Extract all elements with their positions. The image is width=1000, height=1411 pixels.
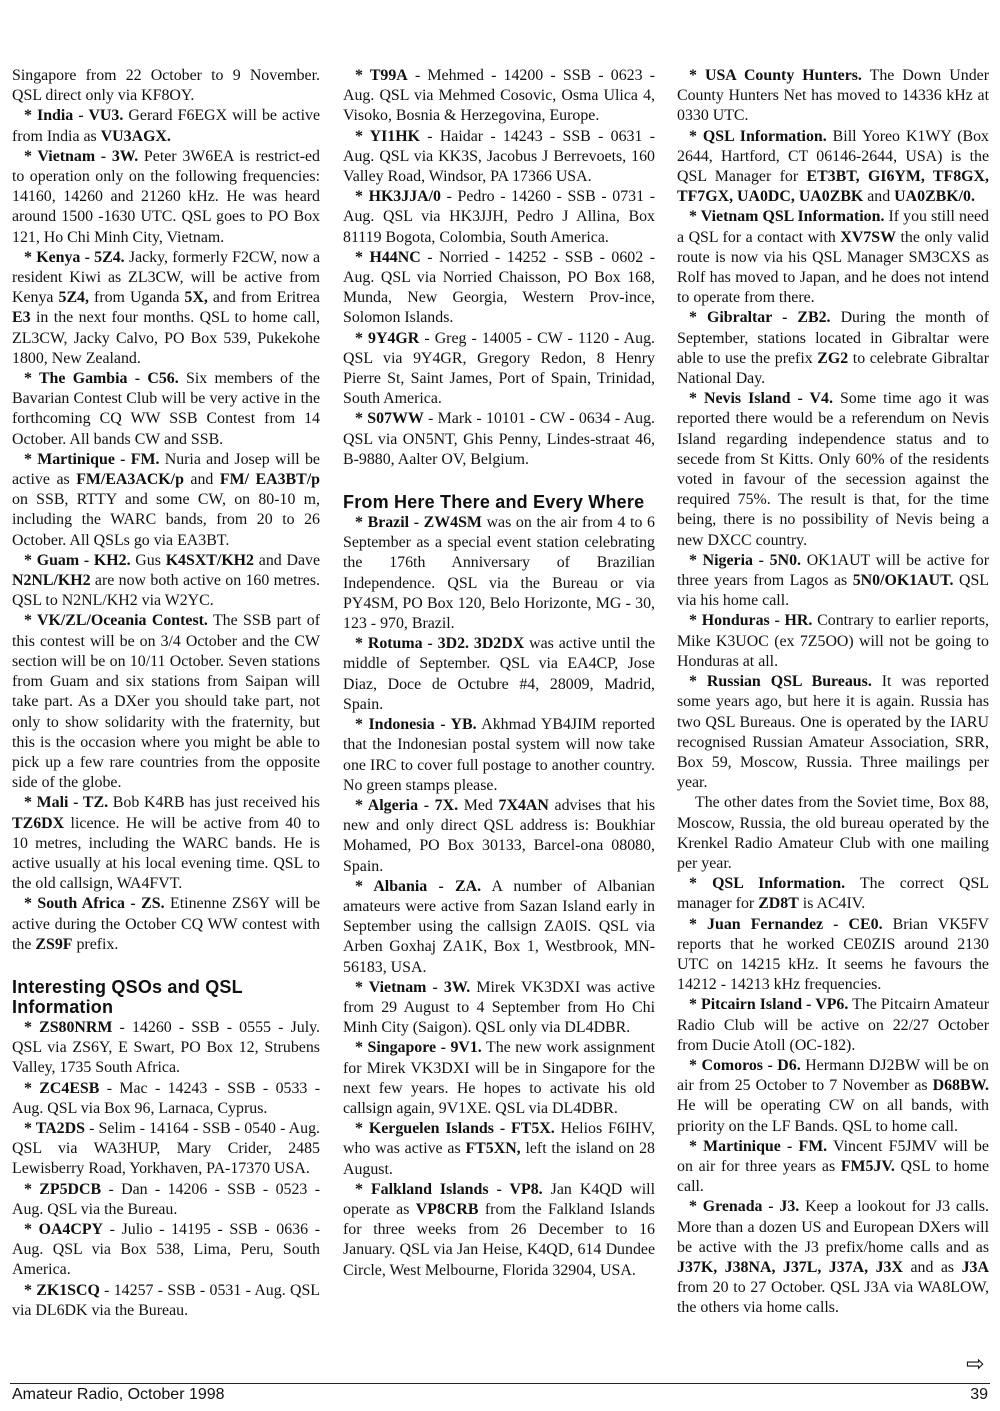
item-callsign: 5N0/OK1AUT. bbox=[852, 572, 954, 590]
item-callsign: * ZP5DCB bbox=[24, 1180, 102, 1198]
news-item bbox=[677, 915, 989, 996]
item-text: - 14257 - SSB - 0531 - Aug. QSL via DL6DK via the Bureau. bbox=[12, 1281, 320, 1319]
news-item bbox=[343, 409, 655, 470]
item-callsign: * Vietnam - 3W. bbox=[355, 978, 471, 996]
item-callsign: UA0ZBK/0. bbox=[894, 188, 975, 206]
item-text: The other dates from the Soviet time, Box 88, Moscow, Russia, the old bureau operated by the Krenkel Radio Amateur Club with one mailing per year. bbox=[677, 794, 989, 872]
item-text: QSL via his home call. bbox=[677, 572, 989, 610]
item-text: QSL to home call. bbox=[677, 1157, 990, 1196]
item-text: advises that his new and only direct QSL address is: Boukhiar Mohamed, PO Box 30133, Barcel-ona 08080, Spain. bbox=[343, 796, 656, 875]
item-callsign: VP8CRB bbox=[415, 1200, 479, 1218]
news-item bbox=[343, 127, 655, 188]
footer-divider bbox=[10, 1383, 990, 1384]
item-text: If you still need a QSL for a contact with bbox=[677, 208, 989, 246]
news-item bbox=[12, 1220, 320, 1281]
item-text: Jacky, formerly F2CW, now a resident Kiwi as ZL3CW, will be active from Kenya bbox=[12, 248, 320, 307]
item-text: and bbox=[183, 471, 220, 489]
item-callsign: FM/EA3ACK/p bbox=[76, 471, 184, 489]
news-item bbox=[12, 551, 320, 612]
item-text: Peter 3W6EA is restrict-ed to operation only on the following frequencies: 14160, 14260 and 21260 kHz. He was heard around 1500 -1630 UTC. QSL goes to PO Box 121, Ho Chi Minh City, Vietnam. bbox=[12, 147, 320, 246]
item-text: Med bbox=[458, 796, 499, 814]
column-2 bbox=[343, 66, 655, 1281]
item-callsign: * ZS80NRM bbox=[24, 1018, 113, 1036]
item-callsign: * VK/ZL/Oceania Contest. bbox=[24, 612, 208, 630]
item-text: and Dave bbox=[254, 551, 320, 569]
item-text: was active until the middle of September. QSL via EA4CP, Jose Diaz, Doce de Octubre #4, 28009, Madrid, Spain. bbox=[343, 635, 655, 713]
item-callsign: * Martinique - FM. bbox=[689, 1137, 828, 1155]
news-item bbox=[677, 793, 989, 874]
item-callsign: J3A bbox=[961, 1258, 989, 1276]
news-item bbox=[343, 329, 655, 410]
item-callsign: * Vietnam QSL Information. bbox=[689, 208, 885, 226]
item-text: - Dan - 14206 - SSB - 0523 - Aug. QSL via the Bureau. bbox=[12, 1180, 320, 1218]
item-text: Bob K4RB has just received his bbox=[108, 794, 320, 812]
item-callsign: * Mali - TZ. bbox=[24, 794, 109, 812]
continue-arrow-icon: ⇨ bbox=[966, 1352, 985, 1377]
item-text: The Down Under County Hunters Net has moved to 14336 kHz at 0330 UTC. bbox=[677, 67, 989, 125]
item-text: prefix. bbox=[72, 935, 119, 953]
news-item bbox=[343, 248, 655, 329]
item-callsign: * Albania - ZA. bbox=[355, 877, 482, 895]
item-text: - Selim - 14164 - SSB - 0540 - Aug. QSL via WA3HUP, Mary Crider, 2485 Lewisberry Road, Yorkhaven, PA-17370 USA. bbox=[12, 1119, 320, 1178]
item-text: A number of Albanian amateurs were active from Sazan Island early in September using the callsign ZA0IS. QSL via Arben Goxhaj ZA1K, Box 1, Westbrook, MN-56183, USA. bbox=[343, 877, 655, 976]
item-text: The SSB part of this contest will be on 3/4 October and the CW section will be on 10/11 October. Seven stations from Guam and six stations from Saipan will take part. As a DXer you should take part, not only to show solidarity with the fraternity, but this is the occasion where you might be able to pick up a few rare countries from the opposite side of the globe. bbox=[12, 612, 320, 792]
item-callsign: * Comoros - D6. bbox=[689, 1056, 801, 1074]
footer-publication: Amateur Radio, October 1998 bbox=[12, 1386, 225, 1403]
item-text: to celebrate Gibraltar National Day. bbox=[677, 349, 990, 388]
item-text: Some time ago it was reported there would be a referendum on Nevis Island regarding independence status and to secede from St Kitts. Only 60% of the residents voted in favour of the secession against the required 75%. The result is that, for the time being, there is no possibility of Nevis being a new DXCC country. bbox=[677, 390, 989, 549]
item-text: - Norried - 14252 - SSB - 0602 - Aug. QSL via Norried Chaisson, PO Box 168, Munda, New Georgia, Western Prov-ince, Solomon Islands. bbox=[343, 248, 655, 327]
item-callsign: * Pitcairn Island - VP6. bbox=[689, 996, 849, 1014]
item-callsign: K4SXT/KH2 bbox=[165, 551, 254, 569]
item-callsign: * TA2DS bbox=[24, 1119, 85, 1137]
item-callsign: * Nevis Island - V4. bbox=[689, 390, 833, 408]
section-heading: Interesting QSOs and QSL Information bbox=[12, 976, 243, 1017]
item-callsign: TZ6DX bbox=[12, 814, 65, 832]
item-text: - Haidar - 14243 - SSB - 0631 - Aug. QSL via KK3S, Jacobus J Berrevoets, 160 Valley Road, Windsor, PA 17366 USA. bbox=[343, 127, 655, 186]
item-callsign: * YI1HK bbox=[355, 127, 420, 145]
item-callsign: ET3BT, GI6YM, TF8GX, TF7GX, UA0DC, UA0ZBK bbox=[677, 168, 989, 206]
news-item bbox=[12, 248, 320, 369]
item-callsign: * Falkland Islands - VP8. bbox=[355, 1180, 543, 1198]
news-item bbox=[12, 450, 320, 551]
item-callsign: * Rotuma - 3D2. 3D2DX bbox=[355, 635, 525, 653]
item-callsign: * QSL Information. bbox=[689, 127, 827, 145]
news-item bbox=[343, 187, 655, 248]
item-callsign: * S07WW bbox=[355, 410, 424, 428]
news-item bbox=[12, 1079, 320, 1119]
news-item bbox=[12, 611, 320, 793]
item-callsign: 7X4AN bbox=[498, 796, 549, 814]
item-text: Gus bbox=[130, 551, 166, 569]
item-callsign: * Algeria - 7X. bbox=[355, 796, 459, 814]
item-text: Akhmad YB4JIM reported that the Indonesian postal system will now take one IRC to cover full postage to another country. No green stamps please. bbox=[343, 716, 655, 794]
item-callsign: * Indonesia - YB. bbox=[355, 716, 477, 734]
item-callsign: * Brazil - ZW4SM bbox=[355, 514, 482, 532]
item-callsign: ZD8T bbox=[758, 895, 799, 913]
item-text: - Mark - 10101 - CW - 0634 - Aug. QSL via ON5NT, Ghis Penny, Lindes-straat 46, B-9880, Aalter OV, Belgium. bbox=[343, 410, 655, 468]
item-text: Singapore from 22 October to 9 November. QSL direct only via KF8OY. bbox=[12, 67, 320, 105]
news-item bbox=[12, 1180, 320, 1220]
item-callsign: * USA County Hunters. bbox=[689, 67, 862, 84]
news-item bbox=[12, 1281, 320, 1321]
item-callsign: * Martinique - FM. bbox=[24, 450, 160, 468]
item-text: OK1AUT will be active for three years from Lagos as bbox=[677, 551, 989, 590]
item-text: - Mac - 14243 - SSB - 0533 - Aug. QSL via Box 96, Larnaca, Cyprus. bbox=[12, 1079, 320, 1117]
item-callsign: * Gibraltar - ZB2. bbox=[689, 309, 831, 327]
item-text: It was reported some years ago, but here it is again. Russia has two QSL Bureaus. One is operated by the IARU recognised Russian Amateur Association, SRR, Box 59, Moscow, Russia. Three mailings per year. bbox=[677, 673, 990, 792]
news-item bbox=[12, 369, 320, 450]
item-text: Six members of the Bavarian Contest Club will be very active in the forthcoming CQ WW SSB Contest from 14 October. All bands CW and SSB. bbox=[12, 370, 320, 448]
page-number: 39 bbox=[970, 1386, 988, 1403]
news-item bbox=[343, 796, 655, 877]
news-item bbox=[343, 1180, 655, 1281]
news-item bbox=[677, 1197, 989, 1318]
item-text: - Pedro - 14260 - SSB - 0731 - Aug. QSL via HK3JJH, Pedro J Allina, Box 81119 Bogota, Colombia, South America. bbox=[343, 188, 656, 246]
item-text: The new work assignment for Mirek VK3DXI will be in Singapore for the next few years. He hopes to activate his old callsign again, 9V1XE. QSL via DL4DBR. bbox=[343, 1039, 655, 1117]
news-item bbox=[12, 66, 320, 106]
item-text: licence. He will be active from 40 to 10 metres, including the WARC bands. He is active usually at his local evening time. QSL to the old callsign, WA4FVT. bbox=[12, 814, 320, 893]
news-item bbox=[12, 1018, 320, 1079]
item-callsign: * ZC4ESB bbox=[24, 1079, 100, 1097]
item-text: Mirek VK3DXI was active from 29 August to 4 September from Ho Chi Minh City (Saigon). QSL only via DL4DBR. bbox=[343, 978, 655, 1037]
news-item bbox=[677, 66, 989, 127]
item-callsign: * India - VU3. bbox=[24, 107, 124, 125]
news-item bbox=[343, 1038, 655, 1119]
news-item bbox=[343, 634, 655, 715]
news-item bbox=[343, 978, 655, 1039]
item-callsign: * Kenya - 5Z4. bbox=[24, 248, 125, 266]
item-text: left the island on 28 August. bbox=[343, 1140, 655, 1178]
item-text: and bbox=[863, 188, 895, 206]
item-callsign: E3 bbox=[12, 309, 31, 327]
item-text: Keep a lookout for J3 calls. More than a dozen US and European DXers will be active with the J3 prefix/home calls and as bbox=[677, 1198, 989, 1256]
item-callsign: * Grenada - J3. bbox=[689, 1198, 800, 1216]
item-text: Etinenne ZS6Y will be active during the October CQ WW contest with the bbox=[12, 895, 320, 953]
news-item bbox=[343, 877, 655, 978]
item-callsign: FM/ EA3BT/p bbox=[219, 471, 320, 489]
item-callsign: * ZK1SCQ bbox=[24, 1281, 100, 1299]
item-callsign: * QSL Information. bbox=[689, 875, 846, 893]
item-callsign: * Juan Fernandez - CE0. bbox=[689, 915, 883, 933]
column-1 bbox=[12, 66, 320, 1321]
item-callsign: * Kerguelen Islands - FT5X. bbox=[355, 1120, 555, 1138]
news-item bbox=[677, 207, 989, 308]
item-callsign: * H44NC bbox=[355, 248, 421, 266]
news-item bbox=[677, 308, 989, 389]
item-text: and from Eritrea bbox=[207, 289, 320, 307]
news-item bbox=[677, 127, 989, 208]
item-callsign: * OA4CPY bbox=[24, 1220, 104, 1238]
item-text: is AC4IV. bbox=[798, 895, 866, 913]
item-text: - Mehmed - 14200 - SSB - 0623 - Aug. QSL via Mehmed Cosovic, Osma Ulica 4, Visoko, Bosnia & Herzegovina, Europe. bbox=[343, 67, 655, 125]
item-text: Contrary to earlier reports, Mike K3UOC (ex 7Z5OO) will not be going to Honduras at all. bbox=[677, 612, 989, 670]
news-item bbox=[12, 793, 320, 894]
item-callsign: * HK3JJA/0 bbox=[355, 188, 441, 206]
item-callsign: * T99A bbox=[355, 67, 408, 84]
item-text: The correct QSL manager for bbox=[677, 875, 989, 913]
item-text: are now both active on 160 metres. QSL to N2NL/KH2 via W2YC. bbox=[12, 572, 320, 610]
item-text: During the month of September, stations located in Gibraltar were able to use the prefix bbox=[677, 309, 989, 367]
item-callsign: * Russian QSL Bureaus. bbox=[689, 673, 872, 691]
news-item bbox=[677, 874, 989, 914]
news-item bbox=[677, 1137, 989, 1198]
item-text: Jan K4QD will operate as bbox=[343, 1180, 655, 1218]
item-callsign: * The Gambia - C56. bbox=[24, 370, 179, 388]
news-item bbox=[12, 1119, 320, 1180]
item-callsign: FT5XN, bbox=[465, 1140, 521, 1158]
item-callsign: * South Africa - ZS. bbox=[24, 895, 165, 913]
news-item bbox=[343, 1119, 655, 1180]
item-text: - Greg - 14005 - CW - 1120 - Aug. QSL via 9Y4GR, Gregory Redon, 8 Henry Pierre St, Saint James, Port of Spain, Trinidad, South America. bbox=[343, 329, 655, 408]
item-callsign: FM5JV. bbox=[840, 1157, 895, 1175]
item-text: from the Falkland Islands for three weeks from 26 December to 16 January. QSL via Jan Heise, K4QD, 614 Dundee Circle, West Melbourne, Florida 32904, USA. bbox=[343, 1200, 655, 1279]
item-callsign: ZG2 bbox=[817, 349, 849, 367]
item-text: in the next four months. QSL to home call, ZL3CW, Jacky Calvo, PO Box 539, Pukekohe 1800, New Zealand. bbox=[12, 309, 320, 367]
item-text: He will be operating CW on all bands, with priority on the LF Bands. QSL to home call. bbox=[677, 1097, 989, 1135]
item-text: Gerard F6EGX will be active from India as bbox=[12, 107, 320, 145]
news-item bbox=[677, 389, 989, 551]
item-text: The Pitcairn Amateur Radio Club will be active on 22/27 October from Ducie Atoll (OC-182). bbox=[677, 996, 990, 1054]
item-callsign: * 9Y4GR bbox=[355, 329, 420, 347]
item-callsign: * Guam - KH2. bbox=[24, 551, 131, 569]
news-item bbox=[677, 995, 989, 1056]
column-3 bbox=[677, 66, 989, 1319]
item-text: Brian VK5FV reports that he worked CE0ZIS around 2130 UTC on 14215 kHz. It seems he favours the 14212 - 14213 kHz frequencies. bbox=[677, 915, 989, 994]
item-text: was on the air from 4 to 6 September as a special event station celebrating the 176th Anniversary of Brazilian Independence. QSL via the Bureau or via PY4SM, PO Box 120, Belo Horizonte, MG - 30, 123 - 970, Brazil. bbox=[343, 514, 655, 633]
section-heading: From Here There and Every Where bbox=[343, 492, 645, 513]
item-callsign: D68BW. bbox=[932, 1077, 989, 1095]
item-callsign: * Singapore - 9V1. bbox=[355, 1039, 482, 1057]
news-item bbox=[343, 513, 655, 634]
news-item bbox=[343, 715, 655, 796]
item-text: Vincent F5JMV will be on air for three years as bbox=[677, 1137, 989, 1175]
item-text: on SSB, RTTY and some CW, on 80-10 m, including the WARC bands, from 20 to 26 October. All QSLs go via EA3BT. bbox=[12, 491, 320, 549]
item-text: from Uganda bbox=[88, 289, 185, 307]
item-callsign: XV7SW bbox=[840, 228, 896, 246]
news-item bbox=[677, 551, 989, 612]
news-item bbox=[12, 147, 320, 248]
item-callsign: 5Z4, bbox=[58, 289, 89, 307]
item-text: and as bbox=[902, 1258, 962, 1276]
item-callsign: ZS9F bbox=[35, 935, 73, 953]
item-text: - 14260 - SSB - 0555 - July. QSL via ZS6Y, E Swart, PO Box 12, Strubens Valley, 1735 South Africa. bbox=[12, 1018, 320, 1077]
news-item bbox=[343, 66, 655, 127]
item-text: - Julio - 14195 - SSB - 0636 - Aug. QSL via Box 538, Lima, Peru, South America. bbox=[12, 1220, 320, 1279]
news-item bbox=[12, 106, 320, 146]
item-text: the only valid route is now via his QSL Manager SM3CXS as Rolf has moved to Japan, and he does not intend to operate from there. bbox=[677, 228, 990, 307]
item-callsign: * Honduras - HR. bbox=[689, 612, 813, 630]
item-text: Hermann DJ2BW will be on air from 25 October to 7 November as bbox=[677, 1056, 989, 1095]
news-item bbox=[12, 894, 320, 955]
item-callsign: 5X, bbox=[184, 289, 208, 307]
item-callsign: * Vietnam - 3W. bbox=[24, 147, 139, 165]
item-text: Bill Yoreo K1WY (Box 2644, Hartford, CT 06146-2644, USA) is the QSL Manager for bbox=[677, 127, 989, 186]
news-item bbox=[677, 672, 989, 793]
item-text: Nuria and Josep will be active as bbox=[12, 450, 320, 489]
item-text: Helios F6IHV, who was active as bbox=[343, 1120, 655, 1158]
news-item bbox=[677, 611, 989, 672]
item-callsign: N2NL/KH2 bbox=[12, 572, 91, 590]
item-text: from 20 to 27 October. QSL J3A via WA8LOW, the others via home calls. bbox=[677, 1279, 989, 1317]
item-callsign: VU3AGX. bbox=[100, 127, 171, 145]
item-callsign: * Nigeria - 5N0. bbox=[689, 551, 801, 569]
news-item bbox=[677, 1056, 989, 1137]
item-callsign: J37K, J38NA, J37L, J37A, J3X bbox=[677, 1258, 903, 1276]
